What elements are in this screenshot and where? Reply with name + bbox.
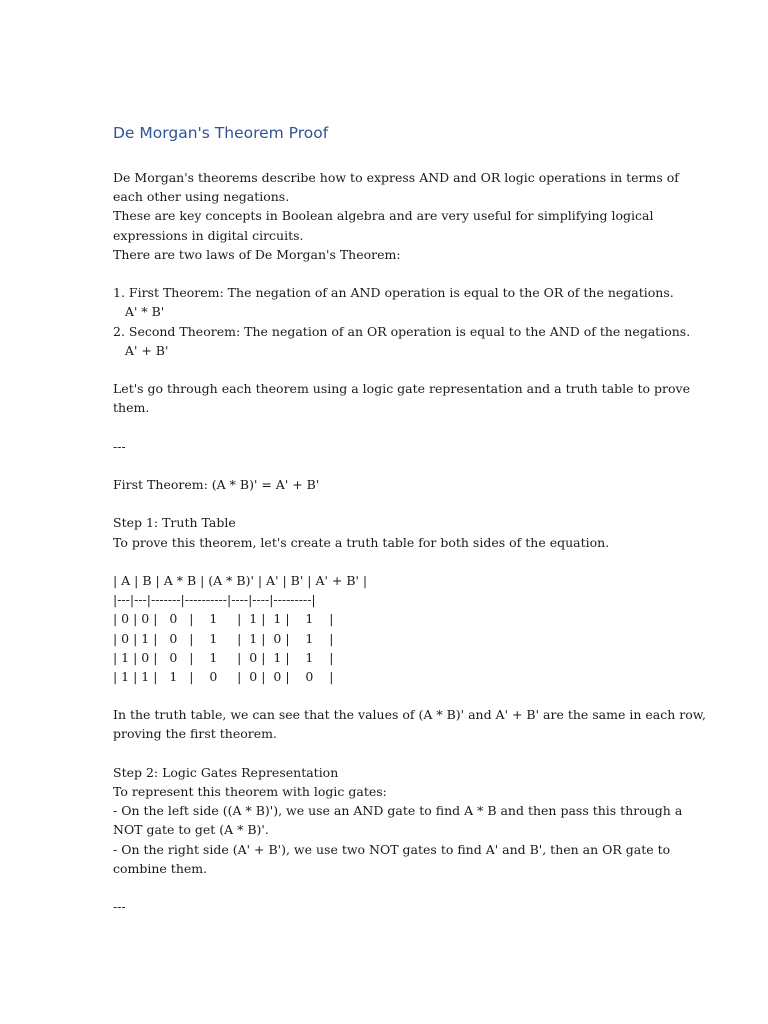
paragraph-line: each other using negations. (113, 189, 290, 205)
paragraph-line: them. (113, 400, 150, 416)
paragraph-line: Step 1: Truth Table (113, 515, 236, 531)
truth-table-row: | 0 | 0 | 0 | 1 | 1 | 1 | 1 | (113, 611, 334, 627)
truth-table-row: | 1 | 1 | 1 | 0 | 0 | 0 | 0 | (113, 668, 334, 684)
paragraph-line: Step 2: Logic Gates Representation (113, 764, 339, 780)
paragraph-line: To prove this theorem, let's create a truth table for both sides of the equation. (113, 534, 610, 550)
paragraph-line: proving the first theorem. (113, 726, 277, 742)
section-divider: --- (113, 438, 126, 454)
document-body (113, 168, 706, 916)
paragraph-line: - On the right side (A' + B'), we use two NOT gates to find A' and B', then an OR gate to (113, 841, 671, 857)
paragraph-line: 2. Second Theorem: The negation of an OR operation is equal to the AND of the negations. (113, 323, 691, 339)
paragraph-line: These are key concepts in Boolean algebra and are very useful for simplifying logical (113, 208, 654, 224)
paragraph-line: There are two laws of De Morgan's Theorem: (113, 246, 401, 262)
paragraph-line: NOT gate to get (A * B)'. (113, 822, 269, 838)
paragraph-line: In the truth table, we can see that the values of (A * B)' and A' + B' are the same in each row, (113, 707, 706, 723)
paragraph-line: expressions in digital circuits. (113, 227, 304, 243)
blank-line (113, 744, 658, 763)
paragraph-line: A' + B' (113, 342, 169, 358)
truth-table-row: |---|---|-------|----------|----|----|---------| (113, 592, 316, 608)
paragraph-line: 1. First Theorem: The negation of an AND operation is equal to the OR of the negations. (113, 285, 674, 301)
section-divider: --- (113, 899, 126, 915)
blank-line (113, 686, 658, 705)
blank-line (113, 360, 658, 379)
truth-table-row: | 1 | 0 | 0 | 1 | 0 | 1 | 1 | (113, 649, 334, 665)
blank-line (113, 456, 658, 475)
truth-table-row: | 0 | 1 | 0 | 1 | 1 | 0 | 1 | (113, 630, 334, 646)
blank-line (113, 494, 658, 513)
blank-line (113, 878, 658, 897)
paragraph-line: A' * B' (113, 304, 165, 320)
paragraph-line: combine them. (113, 860, 208, 876)
paragraph-line: De Morgan's theorems describe how to express AND and OR logic operations in terms of (113, 170, 679, 185)
paragraph-line: Let's go through each theorem using a logic gate representation and a truth table to prove (113, 381, 691, 397)
paragraph-line: - On the left side ((A * B)'), we use an AND gate to find A * B and then pass this through a (113, 803, 683, 819)
blank-line (113, 417, 658, 436)
paragraph-line: First Theorem: (A * B)' = A' + B' (113, 477, 320, 492)
paragraph-line: To represent this theorem with logic gates: (113, 784, 387, 799)
truth-table-row: | A | B | A * B | (A * B)' | A' | B' | A' + B' | (113, 572, 368, 588)
blank-line (113, 264, 658, 283)
blank-line (113, 552, 658, 571)
document-title: De Morgan's Theorem Proof (113, 124, 329, 142)
